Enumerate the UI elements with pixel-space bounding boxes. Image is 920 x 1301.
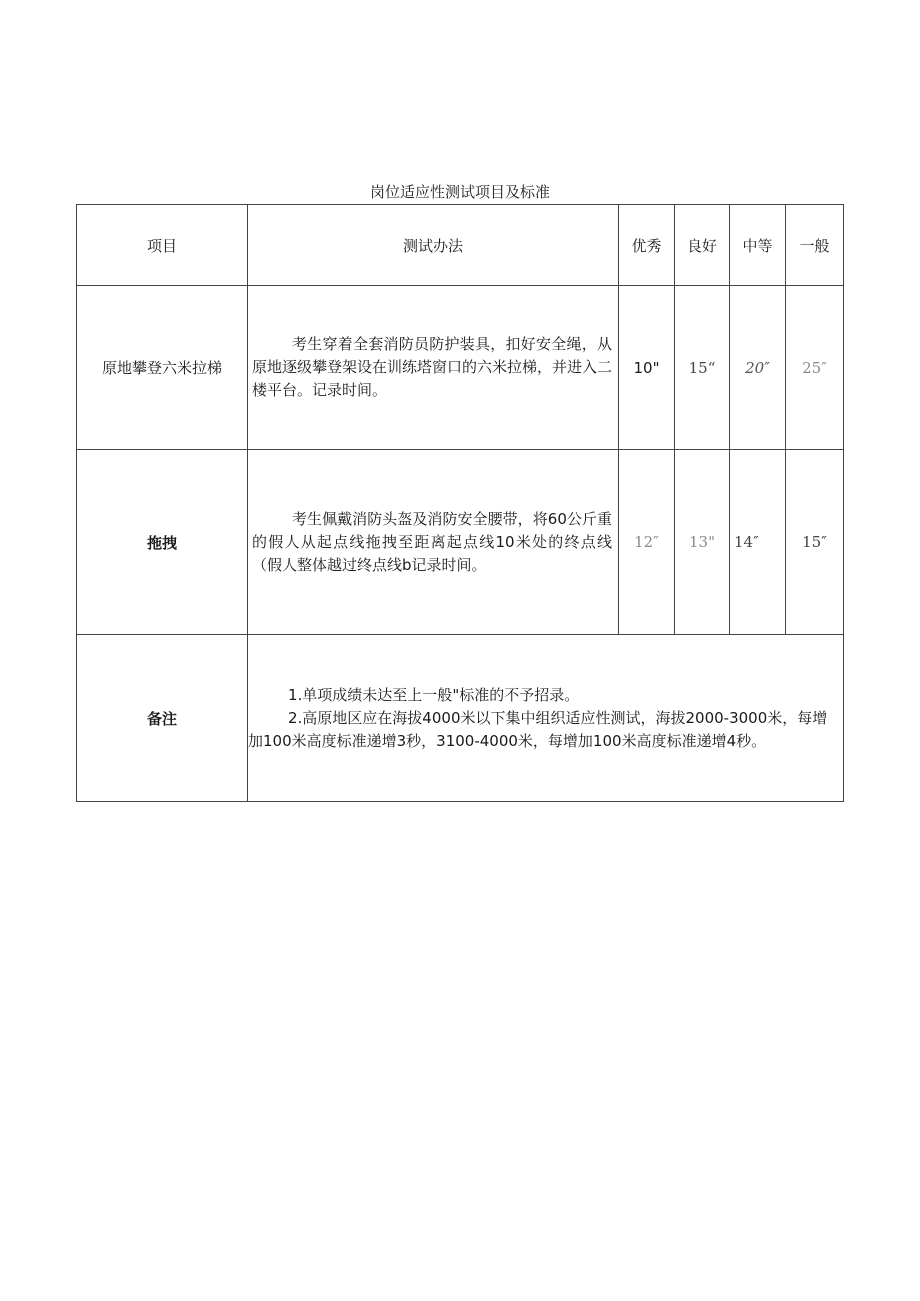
score-medium: 20″ xyxy=(730,286,786,450)
row-item-label: 拖拽 xyxy=(77,450,248,635)
standards-table xyxy=(76,204,844,802)
score-general: 25″ xyxy=(786,286,844,450)
header-general: 一般 xyxy=(786,205,844,286)
row-method-cell xyxy=(248,450,619,635)
header-excellent: 优秀 xyxy=(619,205,675,286)
score-medium: 14″ xyxy=(730,450,786,635)
header-method: 测试办法 xyxy=(248,205,619,286)
notes-row xyxy=(77,635,844,802)
score-excellent: 12″ xyxy=(619,450,675,635)
note-line-1: 1.单项成绩未达至上一般"标准的不予招录。 xyxy=(288,685,580,704)
notes-label: 备注 xyxy=(77,635,248,802)
row-method-text: 考生佩戴消防头盔及消防安全腰带，将60公斤重的假人从起点线拖拽至距离起点线10米处的终点线（假人整体越过终点线b记录时间。 xyxy=(252,509,612,574)
document-title: 岗位适应性测试项目及标准 xyxy=(369,183,550,201)
table-header-row xyxy=(77,205,844,286)
header-medium: 中等 xyxy=(730,205,786,286)
table-row xyxy=(77,286,844,450)
table-row xyxy=(77,450,844,635)
row-method-cell xyxy=(248,286,619,450)
score-good: 15“ xyxy=(675,286,730,450)
row-method-text: 考生穿着全套消防员防护装具，扣好安全绳，从原地逐级攀登架设在训练塔窗口的六米拉梯，并进入二楼平台。记录时间。 xyxy=(252,335,613,399)
notes-cell xyxy=(248,635,844,802)
score-excellent: 10" xyxy=(619,286,675,450)
score-general: 15″ xyxy=(786,450,844,635)
score-good: 13" xyxy=(675,450,730,635)
note-line-2: 2.高原地区应在海拔4000米以下集中组织适应性测试，海拔2000-3000米，每增加100米高度标准递增3秒，3100-4000米，每增加100米高度标准递增4秒。 xyxy=(248,708,828,750)
header-good: 良好 xyxy=(675,205,730,286)
row-item-label: 原地攀登六米拉梯 xyxy=(77,286,248,450)
header-item: 项目 xyxy=(77,205,248,286)
